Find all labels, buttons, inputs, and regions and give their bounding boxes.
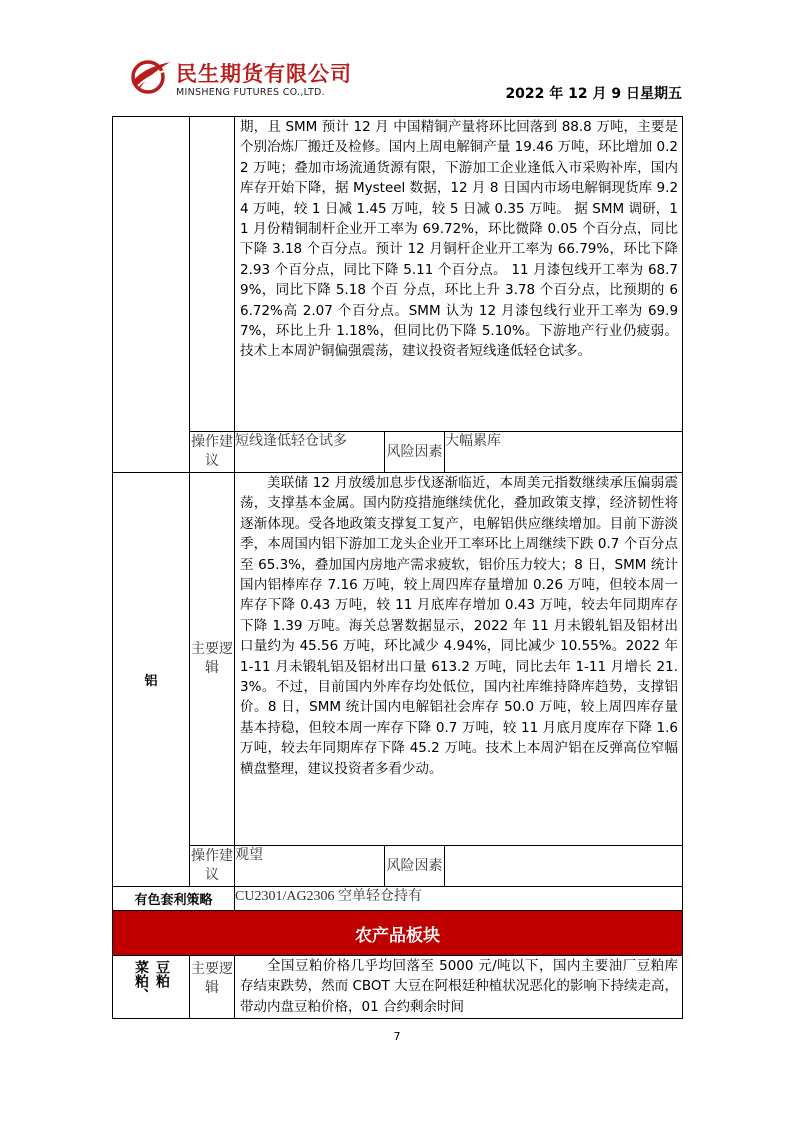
logo-chinese-name: 民生期货有限公司: [176, 62, 352, 86]
aluminum-logic-cell: [235, 473, 683, 846]
aluminum-logic-row: [113, 473, 683, 846]
aluminum-op-value: 观望: [235, 846, 385, 887]
copper-logic-row: [113, 117, 683, 432]
meal-logic-cell: [235, 956, 683, 1019]
strategy-row: [113, 887, 683, 911]
copper-op-label: 操作建议: [190, 432, 235, 473]
aluminum-category: 铝: [113, 473, 190, 887]
report-date: 2022 年 12 月 9 日星期五: [505, 86, 682, 102]
copper-logic-text: 期，且 SMM 预计 12 月 中国精铜产量将环比回落到 88.8 万吨，主要是个别冶炼厂搬迁及检修。国内上周电解铜产量 19.46 万吨，环比增加 0.22 万吨；叠加市场流通货源有限，下游加工企业逢低入市采购补库，国内库存开始下降，据 Mysteel 数据，12 月 8 日国内市场电解铜现货库 9.24 万吨，较 1 日减 1.45 万吨，较 5 日减 0.35 万吨。 据 SMM 调研，11 月份精铜制杆企业开工率为 69.72%，环比微降 0.05 个百分点，同比下降 3.18 个百分点。预计 12 月铜杆企业开工率为 66.79%，环比下降 2.93 个百分点，同比下降 5.11 个百分点。 11 月漆包线开工率为 68.79%，同比下降 5.18 个百 分点，环比上升 3.78 个百分点，比预期的 66.72%高 2.07 个百分点。SMM 认为 12 月漆包线行业开工率为 69.97%，环比上升 1.18%，但同比仍下降 5.10%。下游地产行业仍疲弱。技术上本周沪铜偏强震荡，建议投资者短线逢低轻仓试多。: [240, 119, 679, 360]
section-banner-row: [113, 911, 683, 956]
report-table: [112, 116, 683, 1019]
copper-risk-label: 风险因素: [385, 432, 445, 473]
meal-category-text2: 豆粕: [154, 960, 170, 988]
page-number: 7: [393, 1030, 401, 1043]
meal-category: [113, 956, 190, 1019]
swoosh-logo-icon: [128, 56, 172, 96]
meal-logic-label: 主要逻辑: [190, 956, 235, 1019]
meal-category-col2: [153, 960, 170, 1002]
aluminum-risk-value: [445, 846, 683, 887]
copper-category-cell: [113, 117, 190, 473]
copper-operation-row: [113, 432, 683, 473]
aluminum-risk-label: 风险因素: [385, 846, 445, 887]
aluminum-logic-label: 主要逻辑: [190, 473, 235, 846]
copper-logic-cell: [235, 117, 683, 432]
meal-logic-text: 全国豆粕价格几乎均回落至 5000 元/吨以下，国内主要油厂豆粕库存结束跌势，然而 CBOT 大豆在阿根廷种植状况恶化的影响下持续走高，带动内盘豆粕价格，01 合约剩余时间: [240, 958, 679, 1015]
strategy-value: CU2301/AG2306 空单轻仓持有: [235, 887, 683, 911]
company-logo: [128, 56, 368, 102]
meal-category-col1: [132, 960, 149, 1002]
section-banner: 农产品板块: [113, 911, 683, 956]
meal-category-text1: 菜粕、: [133, 960, 149, 1002]
aluminum-op-label: 操作建议: [190, 846, 235, 887]
aluminum-operation-row: [113, 846, 683, 887]
logo-english-name: MINSHENG FUTURES CO.,LTD.: [176, 87, 325, 98]
copper-risk-value: 大幅累库: [445, 432, 683, 473]
aluminum-logic-text: 美联储 12 月放缓加息步伐逐渐临近，本周美元指数继续承压偏弱震荡，支撑基本金属。国内防疫措施继续优化，叠加政策支撑，经济韧性将逐渐体现。受各地政策支撑复工复产，电解铝供应继续增加。目前下游淡季，本周国内铝下游加工龙头企业开工率环比上周继续下跌 0.7 个百分点至 65.3%，叠加国内房地产需求疲软，铝价压力较大；8 日，SMM 统计国内铝棒库存 7.16 万吨，较上周四库存量增加 0.26 万吨，但较本周一库存下降 0.43 万吨，较 11 月底库存增加 0.43 万吨，较去年同期库存下降 1.39 万吨。海关总署数据显示，2022 年 11 月未锻轧铝及铝材出口量约为 45.56 万吨，环比减少 4.94%，同比减少 10.55%。2022 年 1-11 月未锻轧铝及铝材出口量 613.2 万吨，同比去年 1-11 月增长 21.3%。不过，目前国内外库存均处低位，国内社库维持降库趋势，支撑铝价。8 日，SMM 统计国内电解铝社会库存 50.0 万吨，较上周四库存量基本持稳，但较本周一库存下降 0.7 万吨，较 11 月底月度库存下降 1.6 万吨，较去年同期库存下降 45.2 万吨。技术上本周沪铝在反弹高位窄幅横盘整理，建议投资者多看少动。: [240, 475, 679, 777]
copper-logic-label-cell: [190, 117, 235, 432]
copper-op-value: 短线逢低轻仓试多: [235, 432, 385, 473]
strategy-label: 有色套利策略: [113, 887, 235, 911]
meal-logic-row: [113, 956, 683, 1019]
